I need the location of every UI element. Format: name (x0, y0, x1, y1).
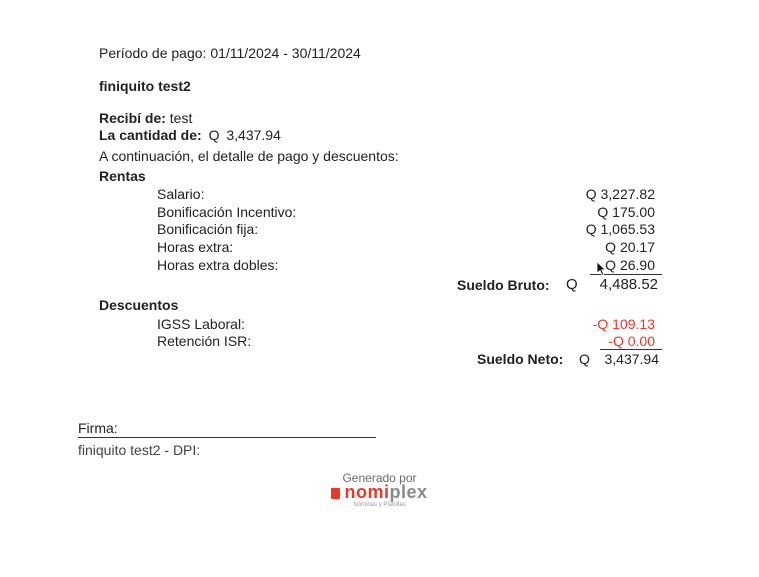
renta-label: Bonificación fija: (157, 221, 259, 237)
renta-amount: Q 26.90 (605, 257, 655, 273)
renta-amount: Q 175.00 (597, 204, 655, 220)
cantidad-currency: Q (208, 127, 220, 143)
renta-label: Horas extra: (157, 239, 234, 255)
intro-text: A continuación, el detalle de pago y descuentos: (99, 148, 399, 164)
renta-amount: Q 3,227.82 (585, 186, 655, 202)
cantidad-line (99, 127, 281, 143)
logo-part-b: plex (389, 482, 428, 502)
sueldo-bruto-currency: Q (566, 276, 578, 293)
document-title: finiquito test2 (99, 78, 191, 94)
sueldo-bruto-label: Sueldo Bruto: (457, 277, 550, 293)
periodo-label: Período de pago: (99, 45, 207, 61)
shopping-bag-icon (331, 488, 340, 499)
renta-amount: Q 1,065.53 (585, 221, 655, 237)
signature-line (78, 437, 376, 438)
descuento-amount: -Q 0.00 (608, 333, 655, 349)
rentas-title: Rentas (99, 168, 146, 184)
neto-divider (600, 349, 662, 350)
descuento-label: IGSS Laboral: (157, 316, 245, 332)
logo-tagline: Nóminas y Planillas (353, 502, 406, 508)
recibi-value: test (169, 110, 193, 126)
renta-label: Bonificación Incentivo: (157, 204, 297, 220)
recibi-line (99, 110, 192, 126)
cantidad-label: La cantidad de: (99, 127, 202, 143)
descuentos-title: Descuentos (99, 297, 179, 313)
sueldo-neto-currency: Q (579, 351, 590, 367)
periodo-line (99, 45, 361, 61)
sueldo-neto-label: Sueldo Neto: (477, 351, 564, 367)
mouse-cursor-icon (597, 262, 607, 276)
logo-part-a: nomi (344, 482, 390, 502)
sueldo-bruto-value: 4,488.52 (599, 276, 658, 293)
generado-por-text: Generado por (342, 471, 417, 485)
descuento-amount: -Q 109.13 (592, 316, 655, 332)
renta-label: Salario: (157, 186, 205, 202)
renta-amount: Q 20.17 (605, 239, 655, 255)
sueldo-neto-value: 3,437.94 (604, 351, 659, 367)
periodo-value: 01/11/2024 - 30/11/2024 (210, 45, 361, 61)
renta-label: Horas extra dobles: (157, 257, 279, 273)
cantidad-value: 3,437.94 (226, 127, 281, 143)
nomiplex-logo (0, 482, 759, 503)
descuento-label: Retención ISR: (157, 333, 252, 349)
firma-label: Firma: (78, 420, 118, 436)
firma-name-line: finiquito test2 - DPI: (78, 442, 201, 458)
recibi-label: Recibí de: (99, 110, 166, 126)
